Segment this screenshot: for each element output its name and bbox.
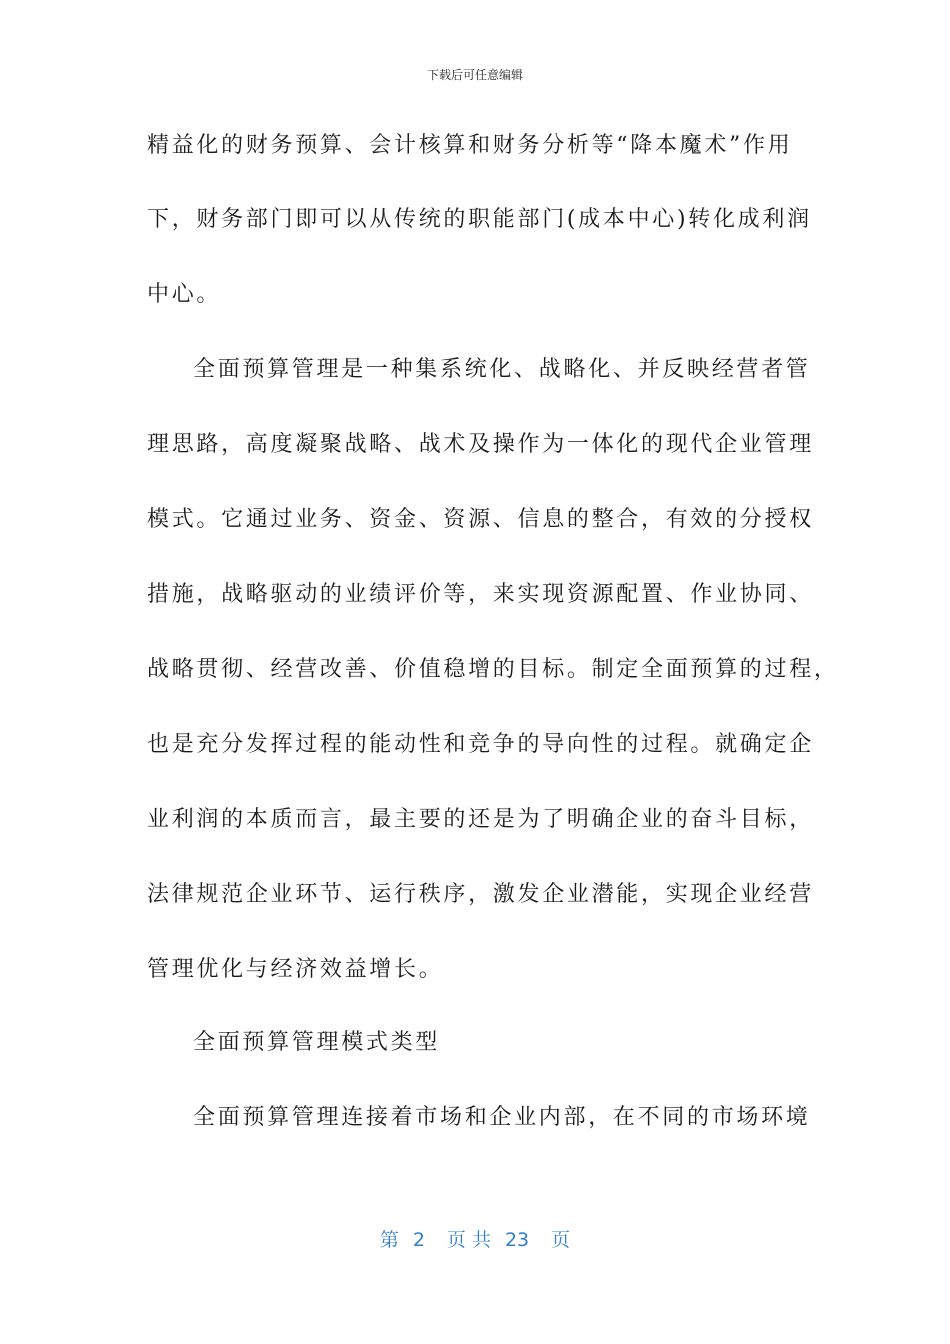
body-line: 精益化的财务预算、会计核算和财务分析等“降本魔术”作用 — [147, 133, 793, 158]
body-line: 法律规范企业环节、运行秩序，激发企业潜能，实现企业经营 — [147, 882, 814, 907]
body-line: 理思路，高度凝聚战略、战术及操作为一体化的现代企业管理 — [147, 432, 814, 457]
body-line: 也是充分发挥过程的能动性和竞争的导向性的过程。就确定企 — [147, 732, 814, 757]
section-heading: 全面预算管理模式类型 — [193, 1030, 441, 1055]
body-line: 全面预算管理连接着市场和企业内部，在不同的市场环境 — [193, 1105, 811, 1130]
body-line: 管理优化与经济效益增长。 — [147, 957, 444, 982]
footer-mid: 页 共 — [446, 1229, 491, 1251]
header-note: 下载后可任意编辑 — [426, 68, 523, 82]
footer-page-number: 2 — [412, 1229, 425, 1251]
body-line: 全面预算管理是一种集系统化、战略化、并反映经营者管 — [193, 357, 811, 382]
page-footer — [0, 1225, 950, 1252]
body-line: 中心。 — [147, 282, 222, 307]
body-line: 模式。它通过业务、资金、资源、信息的整合，有效的分授权 — [147, 507, 814, 532]
body-line: 措施，战略驱动的业绩评价等，来实现资源配置、作业协同、 — [147, 582, 814, 607]
footer-suffix: 页 — [551, 1229, 571, 1251]
body-line: 战略贯彻、经营改善、价值稳增的目标。制定全面预算的过程， — [147, 657, 839, 682]
footer-prefix: 第 — [379, 1229, 399, 1251]
footer-total-pages: 23 — [504, 1229, 530, 1251]
body-line: 下，财务部门即可以从传统的职能部门(成本中心)转化成利润 — [147, 207, 812, 232]
body-line: 业利润的本质而言，最主要的还是为了明确企业的奋斗目标， — [147, 807, 814, 832]
